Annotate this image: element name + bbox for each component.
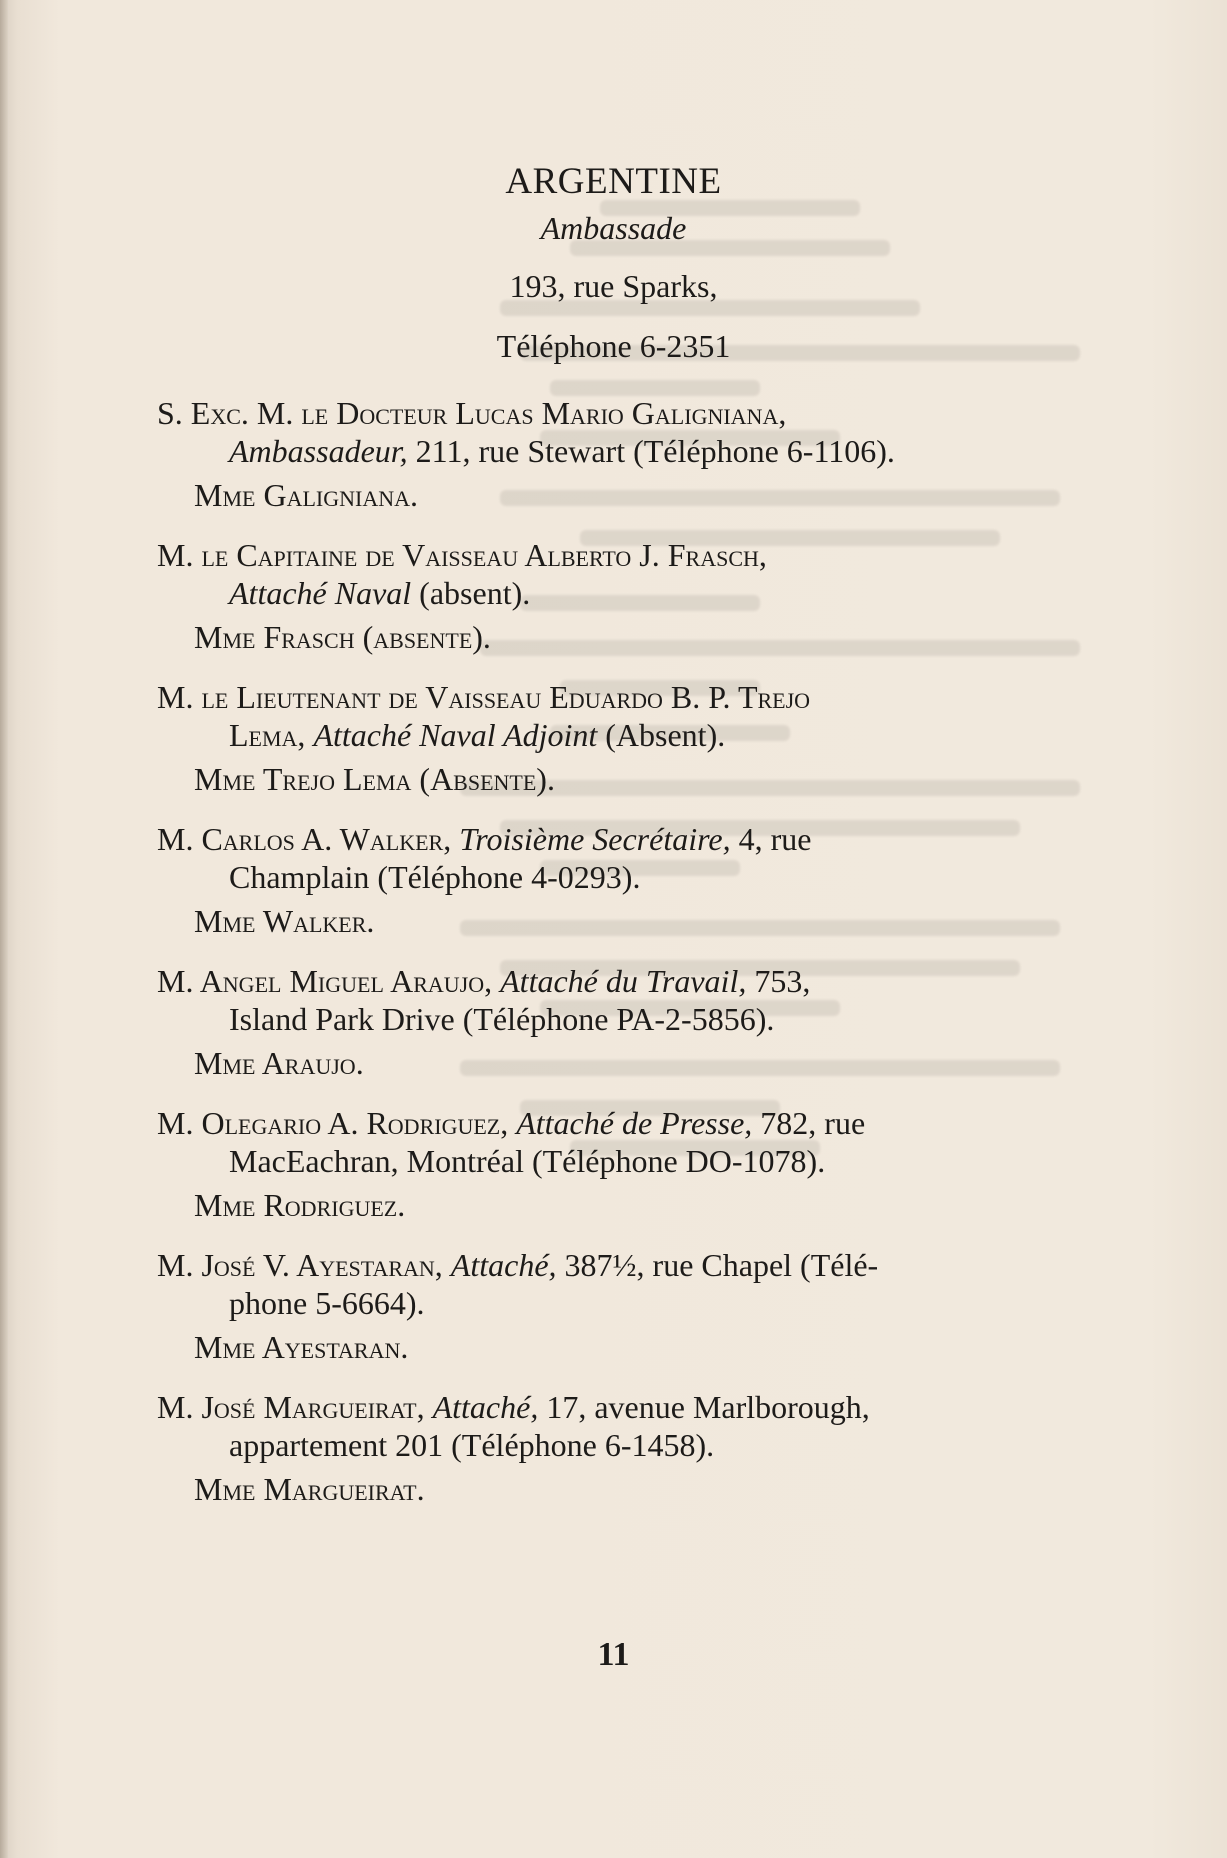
entry-title: Attaché Naval Adjoint	[313, 717, 598, 753]
entry-name: M. Carlos A. Walker,	[157, 821, 460, 857]
entry-detail: (Absent).	[597, 717, 726, 753]
entry-title: Attaché Naval	[229, 575, 412, 611]
entry-detail: (absent).	[411, 575, 531, 611]
staff-entry	[157, 536, 1067, 656]
entry-title: Attaché,	[450, 1247, 557, 1283]
entry-name: M. José V. Ayestaran,	[157, 1247, 451, 1283]
entry-detail: appartement 201 (Téléphone 6-1458).	[229, 1427, 715, 1463]
entry-detail: Island Park Drive (Téléphone PA-2-5856).	[229, 1001, 775, 1037]
entry-address-start: 387½, rue Chapel (Télé-	[556, 1247, 879, 1283]
entry-name: M. le Capitaine de Vaisseau Alberto J. Frasch,	[157, 537, 767, 573]
entry-spouse: Mme Margueirat.	[194, 1471, 425, 1507]
entry-title: Attaché de Presse,	[516, 1105, 753, 1141]
embassy-telephone: Téléphone 6-2351	[496, 328, 731, 364]
entry-title: Ambassadeur,	[229, 433, 408, 469]
entry-spouse: Mme Trejo Lema (Absente).	[194, 761, 555, 797]
page-number: 11	[597, 1636, 630, 1673]
country-heading: ARGENTINE	[505, 161, 722, 202]
entry-name: M. le Lieutenant de Vaisseau Eduardo B. P. Trejo	[157, 679, 811, 715]
staff-entry	[157, 1388, 1067, 1508]
entry-name: S. Exc. M. le Docteur Lucas Mario Galigniana,	[157, 395, 787, 431]
entry-address-start: 753,	[746, 963, 811, 999]
staff-entry	[157, 962, 1067, 1082]
entry-title: Attaché,	[432, 1389, 539, 1425]
entry-name: M. Angel Miguel Araujo,	[157, 963, 501, 999]
entry-spouse: Mme Araujo.	[194, 1045, 364, 1081]
entry-name: M. Olegario A. Rodriguez,	[157, 1105, 517, 1141]
entry-title: Troisième Secrétaire,	[459, 821, 731, 857]
entry-address-start: 782, rue	[752, 1105, 866, 1141]
mission-type: Ambassade	[540, 210, 687, 246]
staff-entry	[157, 820, 1067, 940]
entry-name: M. José Margueirat,	[157, 1389, 433, 1425]
entry-spouse: Mme Rodriguez.	[194, 1187, 406, 1223]
entry-detail: phone 5-6664).	[229, 1285, 425, 1321]
entry-detail: 211, rue Stewart (Téléphone 6-1106).	[407, 433, 895, 469]
staff-entry	[157, 394, 1067, 514]
staff-entry	[157, 1104, 1067, 1224]
entry-title: Attaché du Travail,	[500, 963, 747, 999]
entry-spouse: Mme Frasch (absente).	[194, 619, 491, 655]
staff-entry	[157, 678, 1067, 798]
entry-address-start: 17, avenue Marlborough,	[538, 1389, 870, 1425]
entry-spouse: Mme Ayestaran.	[194, 1329, 409, 1365]
embassy-address: 193, rue Sparks,	[509, 268, 718, 304]
staff-entry	[157, 1246, 1067, 1366]
entry-name-continued: Lema,	[229, 717, 314, 753]
entry-spouse: Mme Galigniana.	[194, 477, 418, 513]
entry-detail: MacEachran, Montréal (Téléphone DO-1078).	[229, 1143, 826, 1179]
entry-detail: Champlain (Téléphone 4-0293).	[229, 859, 641, 895]
entry-address-start: 4, rue	[730, 821, 812, 857]
entry-spouse: Mme Walker.	[194, 903, 375, 939]
